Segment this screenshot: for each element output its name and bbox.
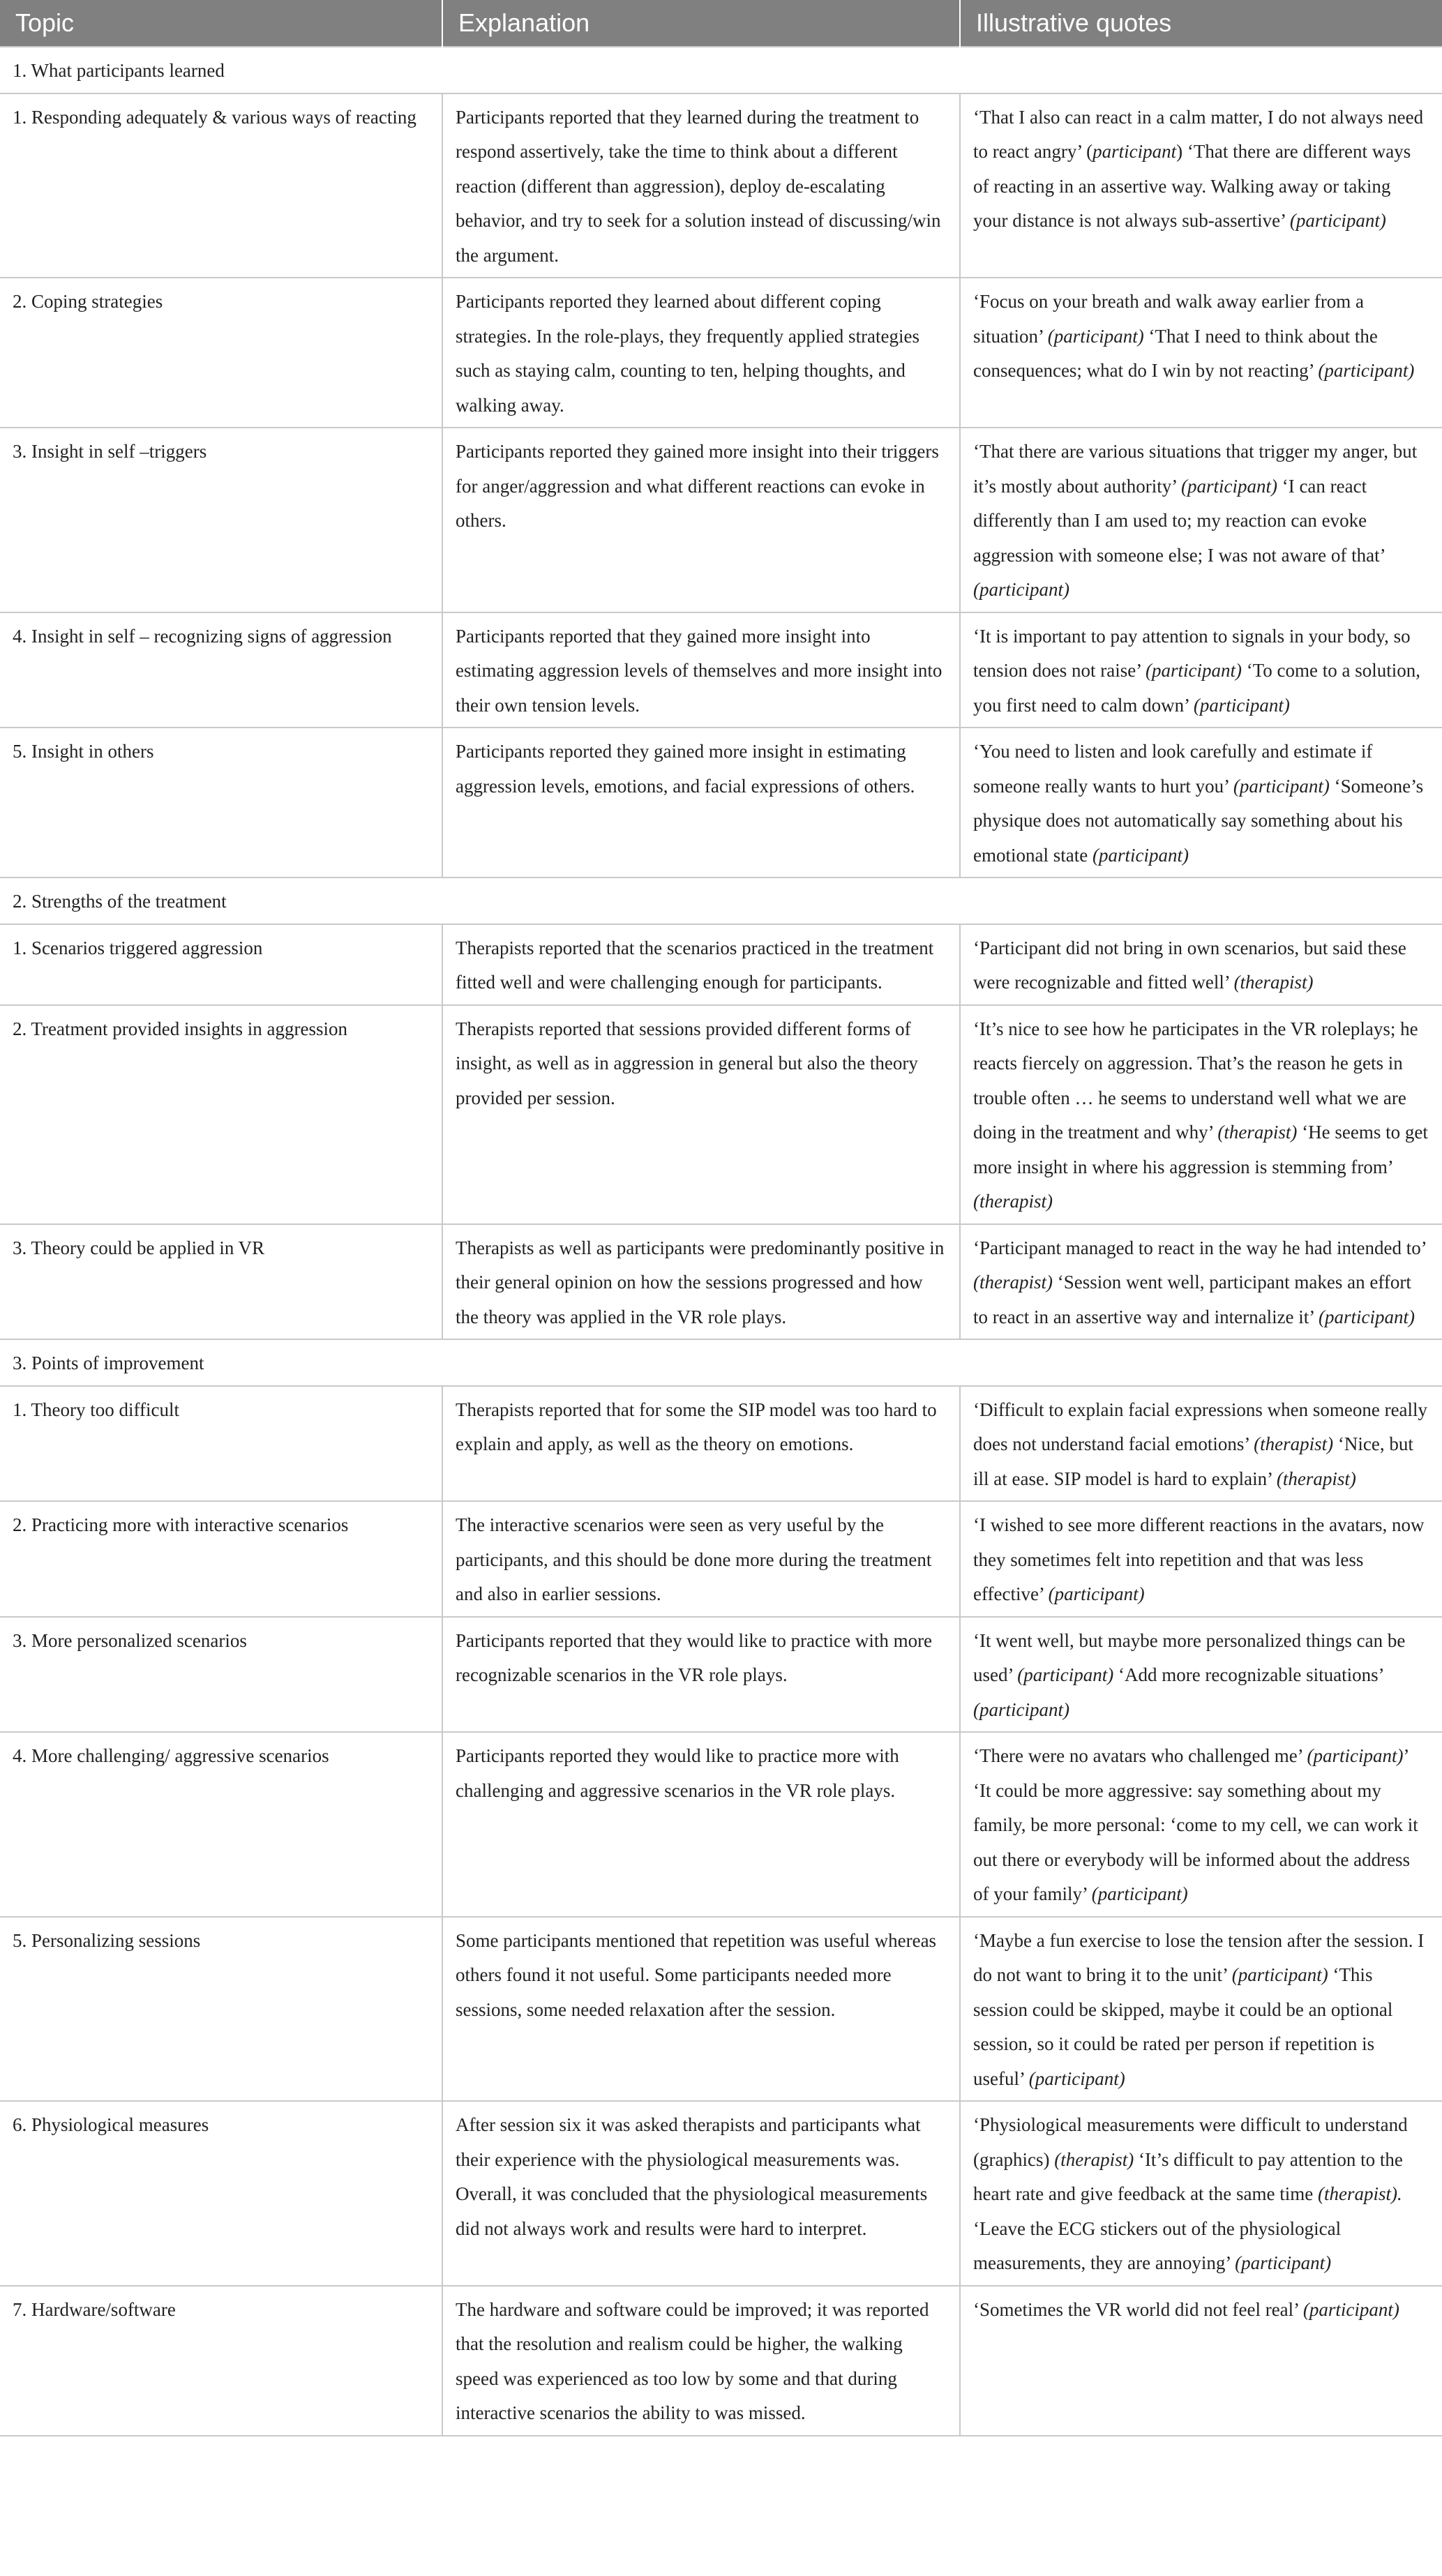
table-row <box>0 728 1442 878</box>
quotes-cell <box>960 428 1442 612</box>
explanation-cell: Therapists reported that the scenarios practiced in the treatment fitted well and were challenging enough for participants. <box>442 924 960 1005</box>
topic-cell: 1. Responding adequately & various ways of reacting <box>0 93 442 278</box>
quote-source: (participant) <box>1047 325 1144 347</box>
quote-source: (participant) <box>1307 1745 1404 1766</box>
quote-source: (participant) <box>973 1698 1069 1720</box>
quote-source: (participant) <box>1092 844 1189 866</box>
quote-text-tail: ‘Someone’s physique does not automatically say something about his emotional state <box>973 775 1424 866</box>
quotes-cell <box>960 1386 1442 1502</box>
table-row <box>0 1617 1442 1733</box>
topic-cell: 3. Theory could be applied in VR <box>0 1224 442 1340</box>
quote-source: (participant) <box>1231 1964 1328 1985</box>
quote-source: (participant) <box>1145 660 1242 681</box>
table-row <box>0 612 1442 728</box>
quote-source: (participant) <box>1048 1583 1145 1604</box>
explanation-cell: Participants reported that they would like to practice with more recognizable scenarios in the VR role plays. <box>442 1617 960 1733</box>
section-row <box>0 1339 1442 1386</box>
quote-text: ‘Participant did not bring in own scenarios, but said these were recognizable and fitted well’ <box>973 937 1406 993</box>
quotes-cell <box>960 1732 1442 1917</box>
quote-source: (therapist). <box>1318 2183 1402 2204</box>
topic-cell: 5. Insight in others <box>0 728 442 878</box>
quotes-cell <box>960 728 1442 878</box>
table-row <box>0 1732 1442 1917</box>
quote-text: ‘Maybe a fun exercise to lose the tension after the session. I do not want to bring it to the unit’ <box>973 1929 1425 1985</box>
quote-text-tail: ‘That I need to think about the consequences; what do I win by not reacting’ <box>973 325 1378 381</box>
quote-source: (participant) <box>1318 360 1415 381</box>
quotes-cell <box>960 1501 1442 1617</box>
quote-source: (participant) <box>1028 2067 1125 2089</box>
quote-text: ‘That I also can react in a calm matter, I do not always need to react angry’ ( <box>973 106 1424 162</box>
quote-text: ‘Participant managed to react in the way he had intended to’ <box>973 1237 1426 1258</box>
quotes-cell <box>960 1005 1442 1224</box>
quotes-cell <box>960 2286 1442 2436</box>
quote-text: ‘It’s nice to see how he participates in the VR roleplays; he reacts fiercely on aggression. That’s the reason he gets in trouble often … he seems to understand well what we are doing in the treatment and why’ <box>973 1018 1418 1143</box>
quote-source: (participant) <box>1289 210 1386 231</box>
quote-text: ‘Sometimes the VR world did not feel real’ <box>973 2298 1303 2320</box>
explanation-cell: Therapists as well as participants were predominantly positive in their general opinion on how the sessions progressed and how the theory was applied in the VR role plays. <box>442 1224 960 1340</box>
quotes-cell <box>960 1917 1442 2102</box>
topic-cell: 4. Insight in self – recognizing signs of aggression <box>0 612 442 728</box>
quote-source: (therapist) <box>973 1272 1053 1293</box>
quote-text: ‘Physiological measurements were difficult to understand (graphics) <box>973 2114 1408 2170</box>
table-row <box>0 1917 1442 2102</box>
header-explanation: Explanation <box>442 0 960 47</box>
explanation-cell: Participants reported that they gained more insight into estimating aggression levels of themselves and more insight into their own tension levels. <box>442 612 960 728</box>
explanation-cell: Some participants mentioned that repetition was useful whereas others found it not useful. Some participants needed more sessions, some needed relaxation after the session. <box>442 1917 960 2102</box>
section-row <box>0 47 1442 93</box>
topic-cell: 2. Treatment provided insights in aggression <box>0 1005 442 1224</box>
quote-source: participant <box>1092 141 1177 162</box>
quote-source: (participant) <box>1302 2298 1399 2320</box>
quote-text: ‘Focus on your breath and walk away earlier from a situation’ <box>973 291 1365 347</box>
topic-cell: 7. Hardware/software <box>0 2286 442 2436</box>
explanation-cell: The interactive scenarios were seen as very useful by the participants, and this should be done more during the treatment and also in earlier sessions. <box>442 1501 960 1617</box>
explanation-cell: After session six it was asked therapists and participants what their experience with the physiological measurements was. Overall, it was concluded that the physiological measurements did not always work and results were hard to interpret. <box>442 2101 960 2286</box>
quote-source: (participant) <box>1193 694 1290 716</box>
quote-source: (therapist) <box>1254 1433 1334 1454</box>
quote-text: ‘There were no avatars who challenged me’ <box>973 1745 1307 1766</box>
topic-cell: 3. Insight in self –triggers <box>0 428 442 612</box>
quote-text: ‘I wished to see more different reactions in the avatars, now they sometimes felt into repetition and that was less effective’ <box>973 1514 1425 1604</box>
table-row <box>0 93 1442 278</box>
topic-cell: 4. More challenging/ aggressive scenarios <box>0 1732 442 1917</box>
quote-source: (participant) <box>1091 1883 1188 1904</box>
quote-text-tail: ) ‘That there are different ways of reacting in an assertive way. Walking away or taking your distance is not always sub-assertive’ <box>973 141 1411 231</box>
topic-cell: 5. Personalizing sessions <box>0 1917 442 2102</box>
quote-text-tail: ’ ‘It could be more aggressive: say something about my family, be more personal: ‘come to my cell, we can work it out there or everybody will be informed about the address of your family’ <box>973 1745 1418 1904</box>
quote-text-tail: ‘I can react differently than I am used to; my reaction can evoke aggression with someone else; I was not aware of that’ <box>973 475 1385 566</box>
table-row <box>0 1501 1442 1617</box>
table-row <box>0 2101 1442 2286</box>
quote-text-tail: ‘Session went well, participant makes an effort to react in an assertive way and internalize it’ <box>973 1272 1411 1327</box>
quote-text-tail: ‘This session could be skipped, maybe it could be an optional session, so it could be rated per person if repetition is useful’ <box>973 1964 1393 2089</box>
quote-source: (therapist) <box>1054 2148 1134 2170</box>
topic-cell: 1. Theory too difficult <box>0 1386 442 1502</box>
quote-source: (therapist) <box>973 1191 1053 1212</box>
explanation-cell: Participants reported they would like to practice more with challenging and aggressive scenarios in the VR role plays. <box>442 1732 960 1917</box>
topic-cell: 2. Practicing more with interactive scenarios <box>0 1501 442 1617</box>
header-topic: Topic <box>0 0 442 47</box>
quote-text: ‘It went well, but maybe more personalized things can be used’ <box>973 1629 1406 1685</box>
explanation-cell: Therapists reported that for some the SIP model was too hard to explain and apply, as well as the theory on emotions. <box>442 1386 960 1502</box>
table-row <box>0 2286 1442 2436</box>
quotes-cell <box>960 278 1442 428</box>
table-row <box>0 278 1442 428</box>
quote-source: (therapist) <box>1217 1122 1298 1143</box>
quote-text-tail: ‘Leave the ECG stickers out of the physiological measurements, they are annoying’ <box>973 2217 1342 2273</box>
quote-text-tail: ‘Nice, but ill at ease. SIP model is hard to explain’ <box>973 1433 1413 1489</box>
topic-cell: 2. Coping strategies <box>0 278 442 428</box>
quotes-cell <box>960 1224 1442 1340</box>
table-row <box>0 1005 1442 1224</box>
explanation-cell: The hardware and software could be improved; it was reported that the resolution and realism could be higher, the walking speed was experienced as too low by some and that during interactive scenarios the ability to was missed. <box>442 2286 960 2436</box>
explanation-cell: Participants reported they gained more insight in estimating aggression levels, emotions, and facial expressions of others. <box>442 728 960 878</box>
quote-text-tail: ‘To come to a solution, you first need to calm down’ <box>973 660 1421 716</box>
quote-source: (participant) <box>1180 475 1277 497</box>
quote-text-tail: ‘It’s difficult to pay attention to the heart rate and give feedback at the same time <box>973 2148 1403 2204</box>
quote-text-tail: ‘He seems to get more insight in where his aggression is stemming from’ <box>973 1122 1428 1177</box>
section-title: 3. Points of improvement <box>0 1339 1442 1386</box>
explanation-cell: Participants reported they gained more insight into their triggers for anger/aggression and what different reactions can evoke in others. <box>442 428 960 612</box>
explanation-cell: Therapists reported that sessions provided different forms of insight, as well as in aggression in general but also the theory provided per session. <box>442 1005 960 1224</box>
section-title: 1. What participants learned <box>0 47 1442 93</box>
quote-source: (therapist) <box>1276 1468 1356 1489</box>
quotes-cell <box>960 2101 1442 2286</box>
header-row <box>0 0 1442 47</box>
topic-cell: 6. Physiological measures <box>0 2101 442 2286</box>
topic-cell: 3. More personalized scenarios <box>0 1617 442 1733</box>
quote-text: ‘It is important to pay attention to signals in your body, so tension does not raise’ <box>973 625 1411 681</box>
quote-source: (participant) <box>1235 2252 1332 2273</box>
quote-text-tail: ‘Add more recognizable situations’ <box>1113 1664 1383 1685</box>
quote-text: ‘That there are various situations that trigger my anger, but it’s mostly about authority’ <box>973 441 1418 497</box>
quote-source: (therapist) <box>1233 972 1314 993</box>
quotes-cell <box>960 924 1442 1005</box>
quote-source: (participant) <box>1319 1306 1415 1327</box>
section-title: 2. Strengths of the treatment <box>0 878 1442 924</box>
table-row <box>0 1386 1442 1502</box>
table-row <box>0 1224 1442 1340</box>
table-row <box>0 924 1442 1005</box>
explanation-cell: Participants reported they learned about different coping strategies. In the role-plays, they frequently applied strategies such as staying calm, counting to ten, helping thoughts, and walking away. <box>442 278 960 428</box>
header-quotes: Illustrative quotes <box>960 0 1442 47</box>
quotes-cell <box>960 612 1442 728</box>
table-body <box>0 47 1442 2436</box>
quote-source: (participant) <box>973 579 1069 600</box>
quotes-cell <box>960 93 1442 278</box>
explanation-cell: Participants reported that they learned during the treatment to respond assertively, take the time to think about a different reaction (different than aggression), deploy de-escalating behavior, and try to seek for a solution instead of discussing/win the argument. <box>442 93 960 278</box>
quote-text: ‘Difficult to explain facial expressions when someone really does not understand facial emotions’ <box>973 1399 1428 1454</box>
table-row <box>0 428 1442 612</box>
quotes-cell <box>960 1617 1442 1733</box>
quote-source: (participant) <box>1233 775 1330 797</box>
quote-text: ‘You need to listen and look carefully and estimate if someone really wants to hurt you’ <box>973 741 1373 797</box>
topic-cell: 1. Scenarios triggered aggression <box>0 924 442 1005</box>
quote-source: (participant) <box>1017 1664 1114 1685</box>
section-row <box>0 878 1442 924</box>
